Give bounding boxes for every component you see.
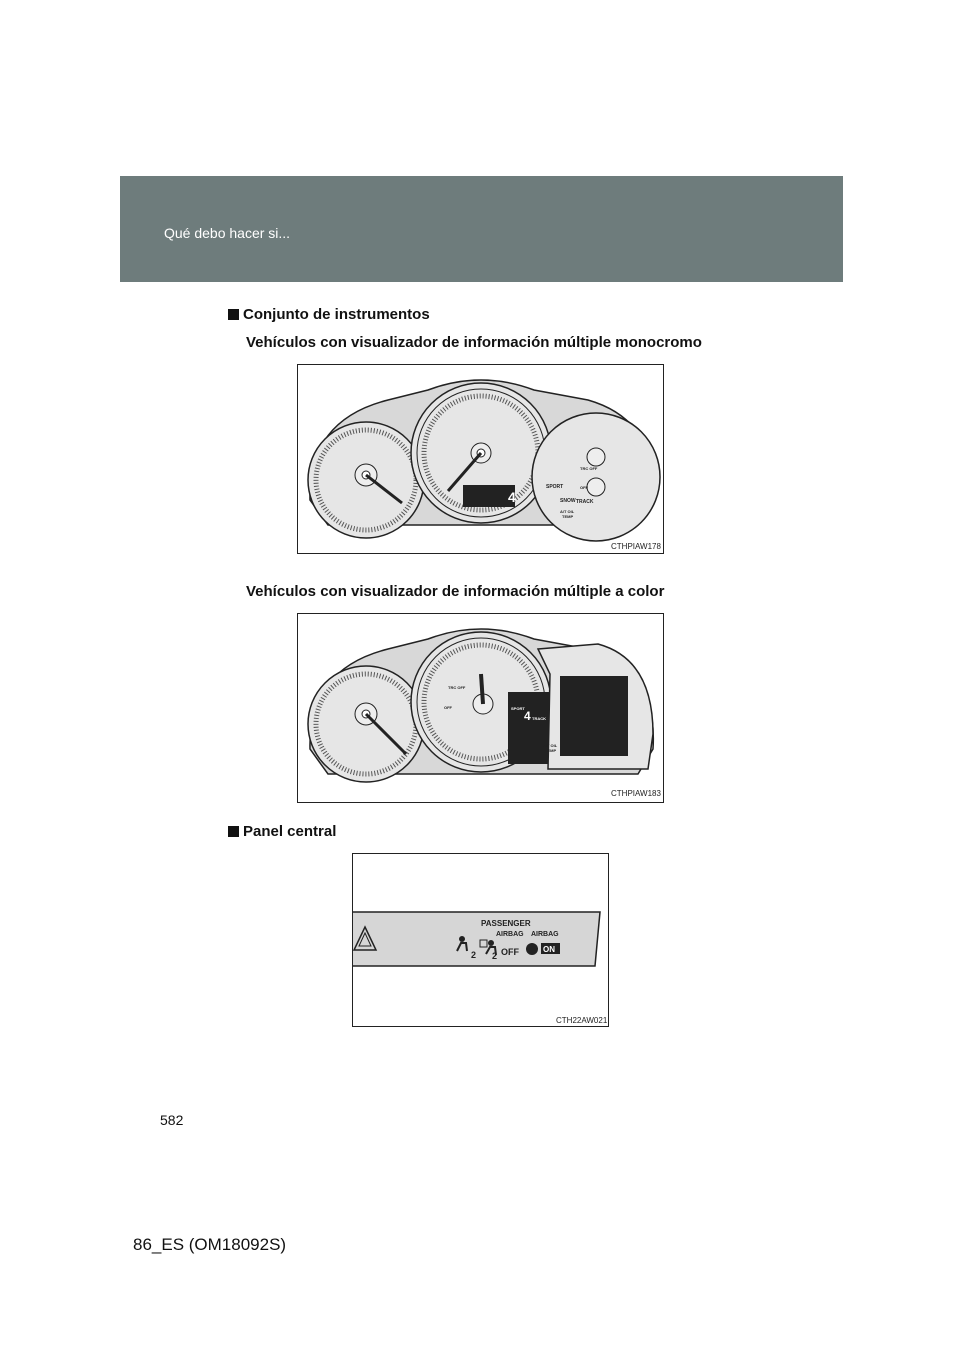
mono-vsc-off-label: OFF: [580, 485, 588, 490]
color-sport-label: SPORT: [511, 706, 525, 711]
airbag-off-header: AIRBAG: [496, 931, 524, 938]
color-temp-label: TEMP: [545, 748, 557, 753]
mono-track-label: TRACK: [576, 499, 594, 505]
bullet-square-icon: [228, 309, 239, 320]
airbag-on-icon: [526, 943, 538, 955]
color-trc-off-label: TRC OFF: [448, 685, 466, 690]
mono-at-oil-label: A/T OIL: [560, 509, 575, 514]
figure-code-mono: CTHPIAW178: [611, 542, 661, 551]
center-panel-illustration: [353, 854, 610, 1028]
color-cluster-illustration: [298, 614, 665, 804]
figure-mono-cluster: [297, 364, 664, 554]
mono-sport-label: SPORT: [546, 484, 564, 490]
airbag-off-indicator: OFF: [501, 947, 519, 957]
mono-temp-label: TEMP: [562, 514, 574, 519]
section-instrument-cluster-label: Conjunto de instrumentos: [243, 306, 430, 323]
document-id: 86_ES (OM18092S): [133, 1235, 287, 1254]
passenger-number: 2: [492, 951, 498, 961]
section-center-panel: [228, 823, 336, 840]
airbag-on-indicator: ON: [543, 945, 555, 954]
subheading-color: Vehículos con visualizador de información múltiple a color: [246, 583, 665, 600]
color-off-label: OFF: [444, 705, 452, 710]
seatbelt-reminder-icon: [459, 936, 465, 942]
bullet-square-icon: [228, 826, 239, 837]
figure-code-center: CTH22AW021: [556, 1016, 608, 1025]
passenger-label: PASSENGER: [481, 919, 531, 928]
color-at-oil-label: A/T OIL: [543, 743, 558, 748]
airbag-on-header: AIRBAG: [531, 931, 559, 938]
section-instrument-cluster: [228, 306, 430, 323]
chapter-header: [120, 176, 843, 282]
mono-cluster-illustration: [298, 365, 665, 555]
figure-center-panel: [352, 853, 609, 1027]
color-track-label: TRACK: [532, 716, 546, 721]
mono-snow-label: SNOW: [560, 498, 576, 504]
chapter-title: Qué debo hacer si...: [164, 225, 291, 241]
figure-code-color: CTHPIAW183: [611, 789, 661, 798]
subheading-mono: Vehículos con visualizador de información múltiple monocromo: [246, 334, 702, 351]
figure-color-cluster: [297, 613, 664, 803]
mono-gear-indicator: 4: [508, 489, 516, 505]
seatbelt-number: 2: [471, 950, 477, 960]
section-center-panel-label: Panel central: [243, 823, 337, 840]
page-number: 582: [160, 1112, 184, 1128]
mono-trc-off-label: TRC OFF: [580, 466, 598, 471]
color-gear-indicator: 4: [524, 709, 531, 723]
